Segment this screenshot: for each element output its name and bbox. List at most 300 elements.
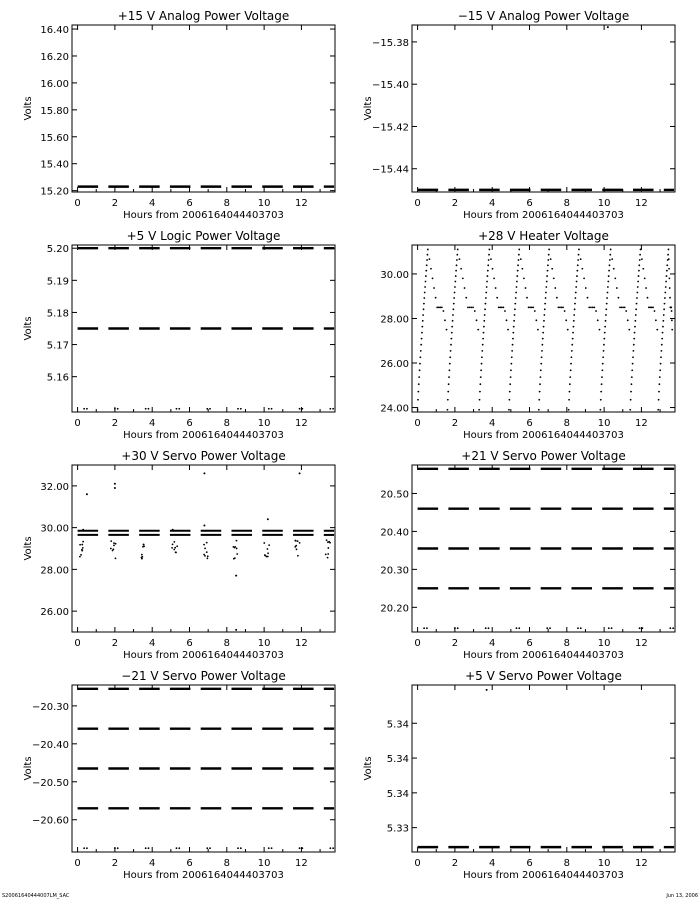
data-point [634, 326, 636, 328]
data-point [441, 306, 443, 308]
data-point [546, 281, 548, 283]
plot-frame [412, 25, 675, 192]
data-point [664, 303, 666, 305]
data-point [421, 332, 423, 334]
x-tick-label: 2 [111, 638, 119, 649]
data-point [523, 278, 525, 280]
data-point [296, 548, 298, 550]
data-point [541, 344, 543, 346]
data-point [658, 399, 660, 401]
data-point [486, 286, 488, 288]
y-tick-label: 15.80 [40, 105, 69, 117]
data-point [577, 264, 579, 266]
data-point [209, 408, 211, 410]
data-point [513, 326, 515, 328]
data-point [603, 350, 605, 352]
data-point [439, 306, 441, 308]
data-point [603, 338, 605, 340]
x-tick-label: 12 [635, 418, 648, 429]
data-point [421, 338, 423, 340]
data-point [593, 306, 595, 308]
data-point [599, 329, 601, 331]
data-point [554, 287, 556, 289]
data-points [78, 248, 334, 409]
data-point [232, 546, 234, 548]
x-tick-label: 4 [489, 858, 496, 869]
data-point [240, 847, 242, 849]
data-point [432, 278, 434, 280]
data-point [456, 264, 458, 266]
data-point [117, 408, 119, 410]
data-point [668, 268, 670, 270]
data-point [516, 275, 518, 277]
data-point [301, 847, 303, 849]
data-point [602, 363, 604, 365]
data-point [606, 303, 608, 305]
data-point [436, 306, 438, 308]
data-point [204, 548, 206, 550]
data-points [78, 472, 334, 631]
data-point [636, 292, 638, 294]
data-point [114, 408, 116, 410]
chart-title: −21 V Servo Power Voltage [121, 669, 286, 683]
data-point [209, 847, 211, 849]
data-point [631, 376, 633, 378]
data-point [479, 383, 481, 385]
data-point [571, 344, 573, 346]
data-point [510, 369, 512, 371]
data-point [607, 292, 609, 294]
y-tick-label: −20.60 [31, 815, 69, 827]
x-tick-label: 12 [295, 858, 308, 869]
data-point [641, 258, 643, 260]
y-axis-label: Volts [23, 536, 34, 561]
data-point [452, 308, 454, 310]
data-point [141, 554, 143, 556]
data-point [173, 549, 175, 551]
y-tick-label: −20.30 [31, 701, 69, 713]
data-point [538, 409, 540, 411]
data-point [485, 303, 487, 305]
data-point [561, 306, 563, 308]
data-point [176, 408, 178, 410]
data-point [569, 376, 571, 378]
data-point [656, 329, 658, 331]
data-point [573, 320, 575, 322]
data-point [488, 259, 490, 261]
chart-panel-5 [23, 449, 335, 661]
data-point [495, 287, 497, 289]
x-tick-label: 12 [295, 418, 308, 429]
data-point [607, 281, 609, 283]
data-point [638, 275, 640, 277]
data-point [570, 363, 572, 365]
data-point [639, 259, 641, 261]
data-point [267, 556, 269, 558]
data-point [483, 326, 485, 328]
outlier-point [607, 26, 609, 28]
y-tick-label: 30.00 [40, 523, 69, 535]
data-point [452, 314, 454, 316]
data-point [512, 338, 514, 340]
data-point [661, 344, 663, 346]
data-point [669, 627, 671, 629]
data-point [450, 350, 452, 352]
x-tick-label: 10 [597, 638, 611, 649]
x-tick-label: 4 [149, 418, 156, 429]
data-point [145, 847, 147, 849]
x-tick-label: 6 [186, 638, 193, 649]
x-tick-label: 4 [489, 198, 496, 209]
data-point [665, 281, 667, 283]
data-point [420, 344, 422, 346]
x-tick-label: 10 [597, 418, 611, 429]
data-point [236, 540, 238, 542]
x-axis-label: Hours from 2006164044403703 [123, 430, 284, 441]
data-point [609, 264, 611, 266]
data-point [639, 627, 641, 629]
data-point [652, 306, 654, 308]
data-point [565, 319, 567, 321]
data-point [299, 408, 301, 410]
data-point [498, 306, 500, 308]
data-point [641, 627, 643, 629]
data-point [178, 408, 180, 410]
data-point [457, 249, 459, 251]
data-point [203, 554, 205, 556]
x-tick-label: 12 [635, 198, 648, 209]
data-point [206, 847, 208, 849]
y-tick-label: 5.17 [46, 340, 69, 352]
data-point [297, 540, 299, 542]
x-tick-label: 12 [295, 198, 308, 209]
data-point [547, 270, 549, 272]
outlier-point [299, 472, 301, 474]
data-point [419, 356, 421, 358]
y-tick-label: 5.34 [386, 788, 409, 800]
y-tick-label: 5.20 [46, 244, 69, 256]
data-point [660, 350, 662, 352]
data-point [660, 363, 662, 365]
data-point [516, 627, 518, 629]
data-point [299, 542, 301, 544]
data-point [236, 548, 238, 550]
data-point [556, 297, 558, 299]
chart-panel-6 [380, 449, 675, 661]
chart-title: +28 V Heater Voltage [478, 229, 609, 243]
data-point [577, 259, 579, 261]
data-point [610, 249, 612, 251]
data-point [423, 303, 425, 305]
data-point [637, 281, 639, 283]
data-point [511, 350, 513, 352]
data-point [451, 326, 453, 328]
data-point [545, 292, 547, 294]
x-tick-label: 8 [563, 858, 571, 869]
data-point [517, 270, 519, 272]
data-point [203, 544, 205, 546]
data-point [479, 391, 481, 393]
data-point [550, 258, 552, 260]
data-point [671, 329, 673, 331]
data-point [482, 344, 484, 346]
data-point [267, 552, 269, 554]
y-tick-label: 20.30 [380, 565, 409, 577]
data-point [657, 409, 659, 411]
data-point [572, 332, 574, 334]
data-point [664, 292, 666, 294]
data-point [636, 303, 638, 305]
data-point [332, 847, 334, 849]
data-point [661, 338, 663, 340]
data-point [542, 338, 544, 340]
data-point [481, 350, 483, 352]
data-point [630, 391, 632, 393]
data-point [665, 286, 667, 288]
data-point [295, 545, 297, 547]
chart-panel-7 [23, 669, 335, 881]
data-point [452, 320, 454, 322]
plot-frame [72, 25, 335, 192]
data-point [605, 320, 607, 322]
data-point [632, 356, 634, 358]
x-tick-label: 2 [451, 858, 459, 869]
data-point [606, 297, 608, 299]
data-point [600, 399, 602, 401]
data-point [658, 391, 660, 393]
data-point [297, 555, 299, 557]
data-point [79, 556, 81, 558]
data-point [576, 281, 578, 283]
data-point [117, 847, 119, 849]
data-point [206, 408, 208, 410]
data-point [608, 627, 610, 629]
data-point [237, 847, 239, 849]
data-point [271, 847, 273, 849]
data-point [521, 268, 523, 270]
data-point [143, 544, 145, 546]
data-point [268, 544, 270, 546]
x-tick-label: 12 [635, 858, 648, 869]
data-point [115, 557, 117, 559]
data-point [669, 297, 671, 299]
data-point [574, 308, 576, 310]
data-point [543, 320, 545, 322]
y-axis-label: Volts [23, 316, 34, 341]
data-point [447, 391, 449, 393]
chart-title: +5 V Logic Power Voltage [126, 229, 281, 243]
data-point [540, 376, 542, 378]
data-point [558, 306, 560, 308]
data-point [571, 350, 573, 352]
data-point [148, 847, 150, 849]
data-point [501, 306, 503, 308]
data-point [609, 254, 611, 256]
data-point [624, 306, 626, 308]
data-point [627, 319, 629, 321]
data-point [668, 249, 670, 251]
outlier-point [114, 483, 116, 485]
data-point [580, 258, 582, 260]
y-axis-label: Volts [363, 756, 374, 781]
data-point [607, 286, 609, 288]
data-point [329, 408, 331, 410]
data-point [580, 627, 582, 629]
data-point [326, 539, 328, 541]
data-point [81, 549, 83, 551]
y-axis-label: Volts [23, 96, 34, 121]
data-point [419, 369, 421, 371]
data-point [267, 548, 269, 550]
data-point [502, 306, 504, 308]
chart-title: +30 V Servo Power Voltage [121, 449, 286, 463]
data-point [233, 558, 235, 560]
data-point [457, 627, 459, 629]
data-point [453, 303, 455, 305]
data-point [148, 408, 150, 410]
data-point [82, 541, 84, 543]
data-point [511, 356, 513, 358]
data-points [418, 469, 674, 629]
data-point [449, 369, 451, 371]
data-point [508, 409, 510, 411]
data-point [621, 306, 623, 308]
data-point [425, 270, 427, 272]
data-point [568, 409, 570, 411]
data-point [603, 344, 605, 346]
x-tick-label: 4 [149, 858, 156, 869]
data-point [488, 627, 490, 629]
data-point [206, 542, 208, 544]
y-tick-label: 5.34 [386, 754, 409, 766]
data-point [654, 310, 656, 312]
data-point [240, 408, 242, 410]
data-point [207, 555, 209, 557]
data-point [425, 275, 427, 277]
data-point [574, 303, 576, 305]
data-point [433, 287, 435, 289]
data-point [447, 399, 449, 401]
data-point [417, 409, 419, 411]
y-tick-label: 28.00 [40, 565, 69, 577]
data-point [660, 356, 662, 358]
y-axis-label: Volts [363, 96, 374, 121]
data-point [263, 542, 265, 544]
data-point [446, 329, 448, 331]
data-point [543, 326, 545, 328]
data-point [489, 249, 491, 251]
data-point [528, 306, 530, 308]
data-point [541, 350, 543, 352]
data-point [488, 254, 490, 256]
data-point [611, 627, 613, 629]
data-point [634, 332, 636, 334]
x-tick-label: 2 [111, 858, 119, 869]
data-point [664, 297, 666, 299]
x-axis-label: Hours from 2006164044403703 [123, 870, 284, 881]
x-axis-label: Hours from 2006164044403703 [463, 870, 624, 881]
x-tick-label: 2 [111, 418, 119, 429]
data-point [447, 409, 449, 411]
data-point [425, 281, 427, 283]
data-point [476, 319, 478, 321]
data-point [632, 363, 634, 365]
data-point [640, 249, 642, 251]
data-point [601, 383, 603, 385]
data-point [672, 627, 674, 629]
data-point [469, 306, 471, 308]
data-point [472, 306, 474, 308]
data-point [514, 303, 516, 305]
chart-title: +15 V Analog Power Voltage [117, 9, 290, 23]
data-point [592, 306, 594, 308]
data-points [78, 689, 334, 849]
data-point [659, 369, 661, 371]
data-point [329, 847, 331, 849]
data-point [459, 258, 461, 260]
x-tick-label: 0 [414, 198, 421, 209]
data-point [659, 376, 661, 378]
y-tick-label: 16.20 [40, 51, 69, 63]
data-point [141, 556, 143, 558]
y-tick-label: 5.34 [386, 719, 409, 731]
data-point [424, 292, 426, 294]
data-point [110, 548, 112, 550]
data-point [540, 363, 542, 365]
data-point [451, 332, 453, 334]
data-point [608, 270, 610, 272]
data-point [569, 383, 571, 385]
y-tick-label: 5.19 [46, 276, 69, 288]
x-tick-label: 2 [451, 418, 459, 429]
data-point [448, 383, 450, 385]
data-point [174, 547, 176, 549]
data-point [671, 319, 673, 321]
data-point [518, 254, 520, 256]
x-tick-label: 8 [563, 418, 571, 429]
data-point [575, 286, 577, 288]
data-point [327, 557, 329, 559]
data-point [493, 278, 495, 280]
data-point [614, 278, 616, 280]
data-point [474, 310, 476, 312]
data-point [514, 314, 516, 316]
data-point [625, 310, 627, 312]
data-point [637, 286, 639, 288]
data-point [271, 408, 273, 410]
data-point [509, 391, 511, 393]
data-point [294, 540, 296, 542]
data-point [81, 544, 83, 546]
data-point [663, 308, 665, 310]
data-point [485, 297, 487, 299]
data-point [499, 306, 501, 308]
data-point [423, 627, 425, 629]
outlier-point [235, 575, 237, 577]
data-point [534, 310, 536, 312]
y-tick-label: 32.00 [40, 481, 69, 493]
data-point [487, 270, 489, 272]
data-point [616, 287, 618, 289]
data-point [567, 329, 569, 331]
data-point [178, 847, 180, 849]
data-point [453, 297, 455, 299]
data-point [206, 551, 208, 553]
data-point [532, 306, 534, 308]
data-point [553, 278, 555, 280]
data-point [548, 249, 550, 251]
data-point [265, 555, 267, 557]
